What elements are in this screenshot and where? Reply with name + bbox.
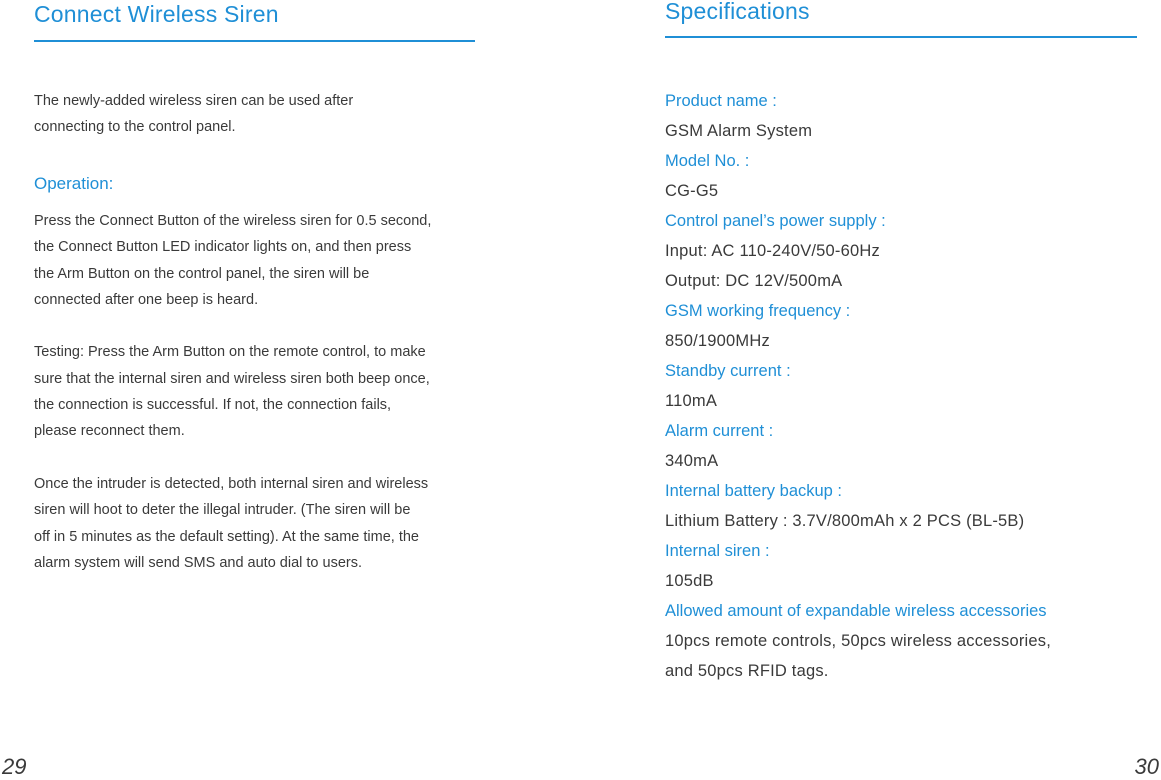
spec-label-battery-backup: Internal battery backup :	[665, 482, 843, 500]
spec-label-gsm-frequency: GSM working frequency :	[665, 302, 851, 320]
spec-value: 10pcs remote controls, 50pcs wireless accessories,	[665, 632, 1051, 650]
spec-value: and 50pcs RFID tags.	[665, 662, 829, 680]
paragraph-line: connected after one beep is heard.	[34, 291, 259, 308]
right-page	[580, 0, 1161, 778]
spec-value: Lithium Battery : 3.7V/800mAh x 2 PCS (BL-5B)	[665, 512, 1025, 530]
spec-label-product-name: Product name :	[665, 92, 777, 110]
connect-paragraph	[34, 208, 494, 313]
paragraph-line: siren will hoot to deter the illegal intruder. (The siren will be	[34, 502, 411, 519]
operation-paragraphs	[34, 208, 494, 602]
spec-value: 105dB	[665, 572, 714, 590]
section-title: Connect Wireless Siren	[34, 1, 279, 27]
left-page	[0, 0, 580, 778]
intro-line: connecting to the control panel.	[34, 119, 236, 135]
page-number: 29	[2, 754, 27, 779]
paragraph-line: please reconnect them.	[34, 423, 185, 440]
paragraph-line: sure that the internal siren and wireless siren both beep once,	[34, 370, 430, 387]
spec-value: GSM Alarm System	[665, 122, 813, 140]
intro-text	[34, 88, 474, 140]
paragraph-line: alarm system will send SMS and auto dial to users.	[34, 554, 362, 571]
paragraph-line: the connection is successful. If not, the connection fails,	[34, 397, 392, 414]
spec-value: 110mA	[665, 392, 718, 410]
testing-paragraph	[34, 339, 494, 444]
spec-label-internal-siren: Internal siren :	[665, 542, 770, 560]
paragraph-line: off in 5 minutes as the default setting). At the same time, the	[34, 528, 420, 545]
title-underline	[34, 40, 475, 42]
section-title: Specifications	[665, 0, 810, 24]
spec-label-standby-current: Standby current :	[665, 362, 791, 380]
spec-label-model-no: Model No. :	[665, 152, 750, 170]
spec-value: CG-G5	[665, 182, 719, 200]
paragraph-line: Press the Connect Button of the wireless siren for 0.5 second,	[34, 213, 432, 229]
spec-label-power-supply: Control panel’s power supply :	[665, 212, 886, 230]
intruder-paragraph	[34, 471, 494, 576]
spec-value: Output: DC 12V/500mA	[665, 272, 843, 290]
spec-label-expandable-accessories: Allowed amount of expandable wireless accessories	[665, 602, 1047, 620]
paragraph-line: Once the intruder is detected, both internal siren and wireless	[34, 475, 429, 492]
spec-list	[665, 86, 1145, 686]
spec-label-alarm-current: Alarm current :	[665, 422, 774, 440]
spec-value: 850/1900MHz	[665, 332, 770, 350]
paragraph-line: the Connect Button LED indicator lights on, and then press	[34, 239, 412, 256]
paragraph-line: Testing: Press the Arm Button on the remote control, to make	[34, 344, 426, 361]
intro-line: The newly-added wireless siren can be used after	[34, 93, 354, 109]
spec-value: 340mA	[665, 452, 719, 470]
spec-value: Input: AC 110-240V/50-60Hz	[665, 242, 880, 260]
operation-heading: Operation:	[34, 174, 114, 193]
paragraph-line: the Arm Button on the control panel, the siren will be	[34, 265, 370, 282]
page-number: 30	[1134, 754, 1159, 779]
title-underline	[665, 36, 1137, 38]
